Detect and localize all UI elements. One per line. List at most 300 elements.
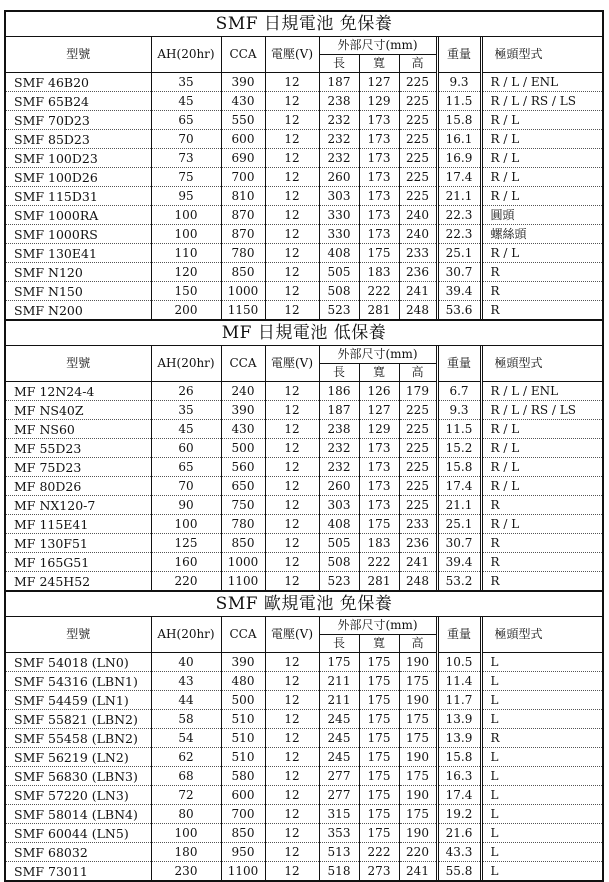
header-terminal: 極頭型式 (481, 617, 602, 653)
cell-weight: 17.4 (437, 477, 481, 496)
cell-length: 245 (319, 729, 359, 748)
header-weight: 重量 (437, 617, 481, 653)
cell-length: 523 (319, 301, 359, 320)
table-row (6, 401, 602, 420)
cell-length: 211 (319, 672, 359, 691)
header-length: 長 (319, 364, 359, 382)
cell-voltage: 12 (265, 572, 319, 591)
cell-ah: 100 (151, 206, 221, 225)
cell-length: 513 (319, 843, 359, 862)
cell-width: 281 (359, 301, 399, 320)
header-dimensions: 外部尺寸(mm) (319, 37, 437, 55)
cell-height: 248 (399, 301, 437, 320)
table-row (6, 420, 602, 439)
cell-length: 211 (319, 691, 359, 710)
table-row (6, 824, 602, 843)
cell-weight: 15.8 (437, 748, 481, 767)
cell-terminal: L (481, 672, 602, 691)
cell-width: 175 (359, 710, 399, 729)
cell-model: SMF 1000RA (6, 206, 151, 225)
cell-height: 179 (399, 382, 437, 401)
cell-height: 225 (399, 149, 437, 168)
cell-width: 175 (359, 786, 399, 805)
table-row (6, 130, 602, 149)
cell-model: MF NS60 (6, 420, 151, 439)
header-cca: CCA (221, 37, 265, 73)
cell-cca: 850 (221, 263, 265, 282)
header-dimensions: 外部尺寸(mm) (319, 617, 437, 635)
cell-voltage: 12 (265, 477, 319, 496)
cell-length: 232 (319, 149, 359, 168)
section-title: SMF 歐規電池 免保養 (6, 590, 602, 617)
cell-cca: 1000 (221, 553, 265, 572)
spec-table (6, 37, 602, 319)
cell-model: SMF 54018 (LN0) (6, 653, 151, 672)
cell-length: 232 (319, 458, 359, 477)
cell-weight: 21.6 (437, 824, 481, 843)
cell-weight: 11.5 (437, 92, 481, 111)
cell-cca: 810 (221, 187, 265, 206)
cell-cca: 700 (221, 805, 265, 824)
cell-length: 260 (319, 168, 359, 187)
cell-cca: 1000 (221, 282, 265, 301)
cell-cca: 870 (221, 225, 265, 244)
cell-model: SMF 55458 (LBN2) (6, 729, 151, 748)
cell-ah: 180 (151, 843, 221, 862)
cell-voltage: 12 (265, 748, 319, 767)
cell-height: 220 (399, 843, 437, 862)
cell-ah: 45 (151, 92, 221, 111)
cell-terminal: R / L / RS / LS (481, 92, 602, 111)
table-row (6, 748, 602, 767)
cell-voltage: 12 (265, 843, 319, 862)
cell-model: MF NX120-7 (6, 496, 151, 515)
cell-terminal: R (490, 302, 500, 317)
cell-terminal: R / L (481, 244, 602, 263)
cell-terminal: R / L (481, 187, 602, 206)
cell-voltage: 12 (265, 168, 319, 187)
cell-width: 173 (359, 477, 399, 496)
cell-model: SMF 57220 (LN3) (6, 786, 151, 805)
cell-ah: 54 (151, 729, 221, 748)
cell-ah: 68 (151, 767, 221, 786)
cell-voltage: 12 (265, 672, 319, 691)
cell-terminal: R / L (481, 439, 602, 458)
cell-weight: 16.1 (437, 130, 481, 149)
cell-length: 187 (319, 401, 359, 420)
cell-ah: 73 (151, 149, 221, 168)
cell-height: 241 (399, 553, 437, 572)
cell-terminal: 螺絲頭 (481, 225, 602, 244)
header-voltage: 電壓(V) (265, 346, 319, 382)
header-height: 高 (399, 55, 437, 73)
cell-terminal: R / L (481, 149, 602, 168)
cell-terminal: L (481, 786, 602, 805)
cell-voltage: 12 (265, 111, 319, 130)
cell-width: 129 (359, 420, 399, 439)
cell-terminal: R (481, 534, 602, 553)
cell-cca: 690 (221, 149, 265, 168)
cell-ah: 100 (151, 515, 221, 534)
cell-model: SMF 70D23 (6, 111, 151, 130)
cell-weight: 6.7 (437, 382, 481, 401)
cell-cca: 550 (221, 111, 265, 130)
cell-weight: 53.2 (437, 572, 481, 591)
cell-model: MF 130F51 (6, 534, 151, 553)
cell-height: 175 (399, 805, 437, 824)
header-voltage: 電壓(V) (265, 37, 319, 73)
cell-terminal: L (481, 710, 602, 729)
cell-ah: 95 (151, 187, 221, 206)
cell-length: 408 (319, 515, 359, 534)
cell-voltage: 12 (265, 458, 319, 477)
cell-cca: 580 (221, 767, 265, 786)
cell-voltage: 12 (265, 767, 319, 786)
cell-model: SMF N120 (6, 263, 151, 282)
table-row (6, 187, 602, 206)
cell-width: 273 (359, 862, 399, 881)
battery-section (6, 12, 602, 319)
cell-width: 175 (359, 767, 399, 786)
cell-ah: 120 (151, 263, 221, 282)
cell-height: 225 (399, 168, 437, 187)
cell-width: 175 (359, 653, 399, 672)
cell-length: 303 (319, 187, 359, 206)
cell-height: 233 (399, 244, 437, 263)
cell-height: 233 (399, 515, 437, 534)
cell-length: 330 (319, 225, 359, 244)
cell-cca: 1150 (221, 301, 265, 320)
cell-ah: 90 (151, 496, 221, 515)
cell-width: 173 (359, 187, 399, 206)
cell-length: 330 (319, 206, 359, 225)
header-length: 長 (319, 635, 359, 653)
cell-ah: 35 (151, 401, 221, 420)
cell-height: 225 (399, 477, 437, 496)
cell-terminal: R / L / RS / LS (481, 401, 602, 420)
cell-voltage: 12 (265, 496, 319, 515)
cell-voltage: 12 (265, 553, 319, 572)
header-cca: CCA (221, 617, 265, 653)
cell-ah: 150 (151, 282, 221, 301)
cell-voltage: 12 (265, 244, 319, 263)
cell-terminal: R / L (481, 111, 602, 130)
cell-length: 315 (319, 805, 359, 824)
cell-length: 518 (319, 862, 359, 881)
cell-weight: 16.9 (437, 149, 481, 168)
cell-cca: 500 (221, 691, 265, 710)
cell-cca: 750 (221, 496, 265, 515)
cell-weight: 17.4 (437, 786, 481, 805)
cell-cca: 510 (221, 748, 265, 767)
cell-weight: 9.3 (437, 73, 481, 92)
cell-ah: 26 (151, 382, 221, 401)
cell-height: 225 (399, 111, 437, 130)
header-length: 長 (319, 55, 359, 73)
cell-ah: 58 (151, 710, 221, 729)
cell-model: SMF 130E41 (6, 244, 151, 263)
cell-cca: 780 (221, 244, 265, 263)
cell-weight: 19.2 (437, 805, 481, 824)
cell-terminal: R (490, 573, 500, 588)
cell-height: 225 (399, 130, 437, 149)
cell-ah: 70 (151, 477, 221, 496)
cell-ah: 62 (151, 748, 221, 767)
cell-weight: 21.1 (437, 496, 481, 515)
cell-voltage: 12 (265, 382, 319, 401)
cell-model: SMF 65B24 (6, 92, 151, 111)
header-ah: AH(20hr) (151, 346, 221, 382)
cell-width: 173 (359, 149, 399, 168)
cell-length: 353 (319, 824, 359, 843)
cell-length: 238 (319, 420, 359, 439)
cell-height: 190 (399, 748, 437, 767)
spec-table (6, 346, 602, 590)
cell-voltage: 12 (265, 149, 319, 168)
cell-ah: 72 (151, 786, 221, 805)
cell-cca: 430 (221, 420, 265, 439)
header-dimensions: 外部尺寸(mm) (319, 346, 437, 364)
battery-spec-sheet (4, 10, 604, 882)
cell-model: MF 12N24-4 (6, 382, 151, 401)
table-row (6, 553, 602, 572)
cell-width: 173 (359, 458, 399, 477)
cell-model: SMF 115D31 (6, 187, 151, 206)
cell-length: 232 (319, 130, 359, 149)
table-row (6, 805, 602, 824)
cell-model: MF 115E41 (6, 515, 151, 534)
cell-terminal: L (481, 748, 602, 767)
cell-voltage: 12 (265, 206, 319, 225)
cell-voltage: 12 (265, 92, 319, 111)
header-model: 型號 (6, 37, 151, 73)
cell-length: 260 (319, 477, 359, 496)
table-row (6, 672, 602, 691)
header-width: 寬 (359, 55, 399, 73)
cell-weight: 16.3 (437, 767, 481, 786)
cell-cca: 870 (221, 206, 265, 225)
cell-terminal: L (481, 691, 602, 710)
cell-height: 225 (399, 73, 437, 92)
cell-model: SMF 73011 (6, 862, 151, 881)
cell-terminal: R (481, 282, 602, 301)
table-row (6, 515, 602, 534)
cell-ah: 220 (151, 572, 221, 591)
table-row (6, 767, 602, 786)
cell-length: 523 (319, 572, 359, 591)
cell-cca: 390 (221, 401, 265, 420)
section-title: MF 日規電池 低保養 (6, 319, 602, 346)
cell-ah: 160 (151, 553, 221, 572)
cell-cca: 390 (221, 653, 265, 672)
table-row (6, 710, 602, 729)
cell-length: 408 (319, 244, 359, 263)
header-cca: CCA (221, 346, 265, 382)
cell-cca: 510 (221, 729, 265, 748)
cell-weight: 11.7 (437, 691, 481, 710)
cell-height: 225 (399, 439, 437, 458)
cell-width: 222 (359, 282, 399, 301)
cell-height: 225 (399, 496, 437, 515)
cell-width: 127 (359, 401, 399, 420)
cell-weight: 17.4 (437, 168, 481, 187)
header-weight: 重量 (437, 37, 481, 73)
header-ah: AH(20hr) (151, 617, 221, 653)
cell-cca: 850 (221, 824, 265, 843)
battery-section (6, 319, 602, 590)
battery-section (6, 590, 602, 880)
cell-terminal: R (481, 553, 602, 572)
cell-model: MF 55D23 (6, 439, 151, 458)
cell-ah: 80 (151, 805, 221, 824)
cell-length: 186 (319, 382, 359, 401)
cell-voltage: 12 (265, 534, 319, 553)
cell-cca: 850 (221, 534, 265, 553)
cell-height: 248 (399, 572, 437, 591)
table-row (6, 786, 602, 805)
cell-ah: 100 (151, 824, 221, 843)
cell-cca: 390 (221, 73, 265, 92)
cell-ah: 70 (151, 130, 221, 149)
cell-ah: 40 (151, 653, 221, 672)
cell-width: 173 (359, 225, 399, 244)
cell-length: 508 (319, 282, 359, 301)
spec-table (6, 617, 602, 880)
cell-weight: 13.9 (437, 710, 481, 729)
table-row (6, 73, 602, 92)
cell-terminal: R (481, 729, 602, 748)
cell-terminal: R / L (481, 130, 602, 149)
cell-ah: 35 (151, 73, 221, 92)
table-row (6, 572, 602, 591)
cell-ah: 45 (151, 420, 221, 439)
cell-width: 126 (359, 382, 399, 401)
cell-weight: 21.1 (437, 187, 481, 206)
cell-model: SMF 1000RS (6, 225, 151, 244)
cell-cca: 1100 (221, 572, 265, 591)
cell-voltage: 12 (265, 862, 319, 881)
cell-model: SMF 60044 (LN5) (6, 824, 151, 843)
cell-width: 173 (359, 496, 399, 515)
cell-voltage: 12 (265, 824, 319, 843)
table-row (6, 263, 602, 282)
cell-ah: 43 (151, 672, 221, 691)
cell-model: SMF N200 (6, 301, 151, 320)
cell-terminal: R / L / ENL (481, 73, 602, 92)
cell-voltage: 12 (265, 786, 319, 805)
cell-terminal: R (481, 263, 602, 282)
cell-weight: 10.5 (437, 653, 481, 672)
cell-height: 175 (399, 729, 437, 748)
cell-ah: 230 (151, 862, 221, 881)
cell-voltage: 12 (265, 130, 319, 149)
cell-model: SMF 54459 (LN1) (6, 691, 151, 710)
cell-weight: 13.9 (437, 729, 481, 748)
cell-voltage: 12 (265, 282, 319, 301)
cell-model: SMF 100D23 (6, 149, 151, 168)
cell-height: 225 (399, 401, 437, 420)
cell-height: 240 (399, 206, 437, 225)
cell-terminal: L (481, 767, 602, 786)
cell-model: SMF 100D26 (6, 168, 151, 187)
cell-voltage: 12 (265, 263, 319, 282)
cell-height: 236 (399, 534, 437, 553)
cell-height: 175 (399, 767, 437, 786)
cell-model: SMF 56219 (LN2) (6, 748, 151, 767)
cell-width: 183 (359, 263, 399, 282)
table-row (6, 282, 602, 301)
cell-length: 277 (319, 786, 359, 805)
cell-terminal: R / L (481, 515, 602, 534)
cell-model: SMF 58014 (LBN4) (6, 805, 151, 824)
header-weight: 重量 (437, 346, 481, 382)
cell-length: 232 (319, 439, 359, 458)
cell-voltage: 12 (265, 187, 319, 206)
cell-ah: 65 (151, 111, 221, 130)
cell-length: 245 (319, 710, 359, 729)
cell-terminal: R / L (481, 420, 602, 439)
cell-cca: 600 (221, 130, 265, 149)
table-row (6, 862, 602, 881)
cell-cca: 560 (221, 458, 265, 477)
cell-weight: 9.3 (437, 401, 481, 420)
cell-cca: 240 (221, 382, 265, 401)
cell-width: 175 (359, 515, 399, 534)
cell-model: MF NS40Z (6, 401, 151, 420)
header-model: 型號 (6, 617, 151, 653)
header-height: 高 (399, 364, 437, 382)
cell-length: 505 (319, 534, 359, 553)
cell-voltage: 12 (265, 805, 319, 824)
cell-model: MF 245H52 (6, 572, 151, 591)
cell-length: 505 (319, 263, 359, 282)
cell-weight: 15.8 (437, 458, 481, 477)
cell-cca: 480 (221, 672, 265, 691)
cell-width: 173 (359, 439, 399, 458)
table-row (6, 168, 602, 187)
cell-weight: 11.5 (437, 420, 481, 439)
cell-length: 238 (319, 92, 359, 111)
cell-weight: 15.8 (437, 111, 481, 130)
cell-ah: 110 (151, 244, 221, 263)
cell-ah: 60 (151, 439, 221, 458)
cell-model: SMF N150 (6, 282, 151, 301)
table-row (6, 244, 602, 263)
cell-ah: 125 (151, 534, 221, 553)
cell-width: 175 (359, 729, 399, 748)
table-row (6, 206, 602, 225)
cell-height: 225 (399, 458, 437, 477)
header-width: 寬 (359, 635, 399, 653)
cell-length: 245 (319, 748, 359, 767)
cell-width: 175 (359, 672, 399, 691)
header-model: 型號 (6, 346, 151, 382)
cell-height: 241 (399, 282, 437, 301)
cell-width: 222 (359, 843, 399, 862)
cell-voltage: 12 (265, 439, 319, 458)
cell-width: 175 (359, 691, 399, 710)
cell-cca: 700 (221, 168, 265, 187)
table-row (6, 111, 602, 130)
cell-voltage: 12 (265, 653, 319, 672)
table-row (6, 439, 602, 458)
cell-cca: 780 (221, 515, 265, 534)
cell-cca: 430 (221, 92, 265, 111)
cell-length: 175 (319, 653, 359, 672)
cell-terminal: L (481, 843, 602, 862)
cell-model: SMF 55821 (LBN2) (6, 710, 151, 729)
cell-model: MF 75D23 (6, 458, 151, 477)
